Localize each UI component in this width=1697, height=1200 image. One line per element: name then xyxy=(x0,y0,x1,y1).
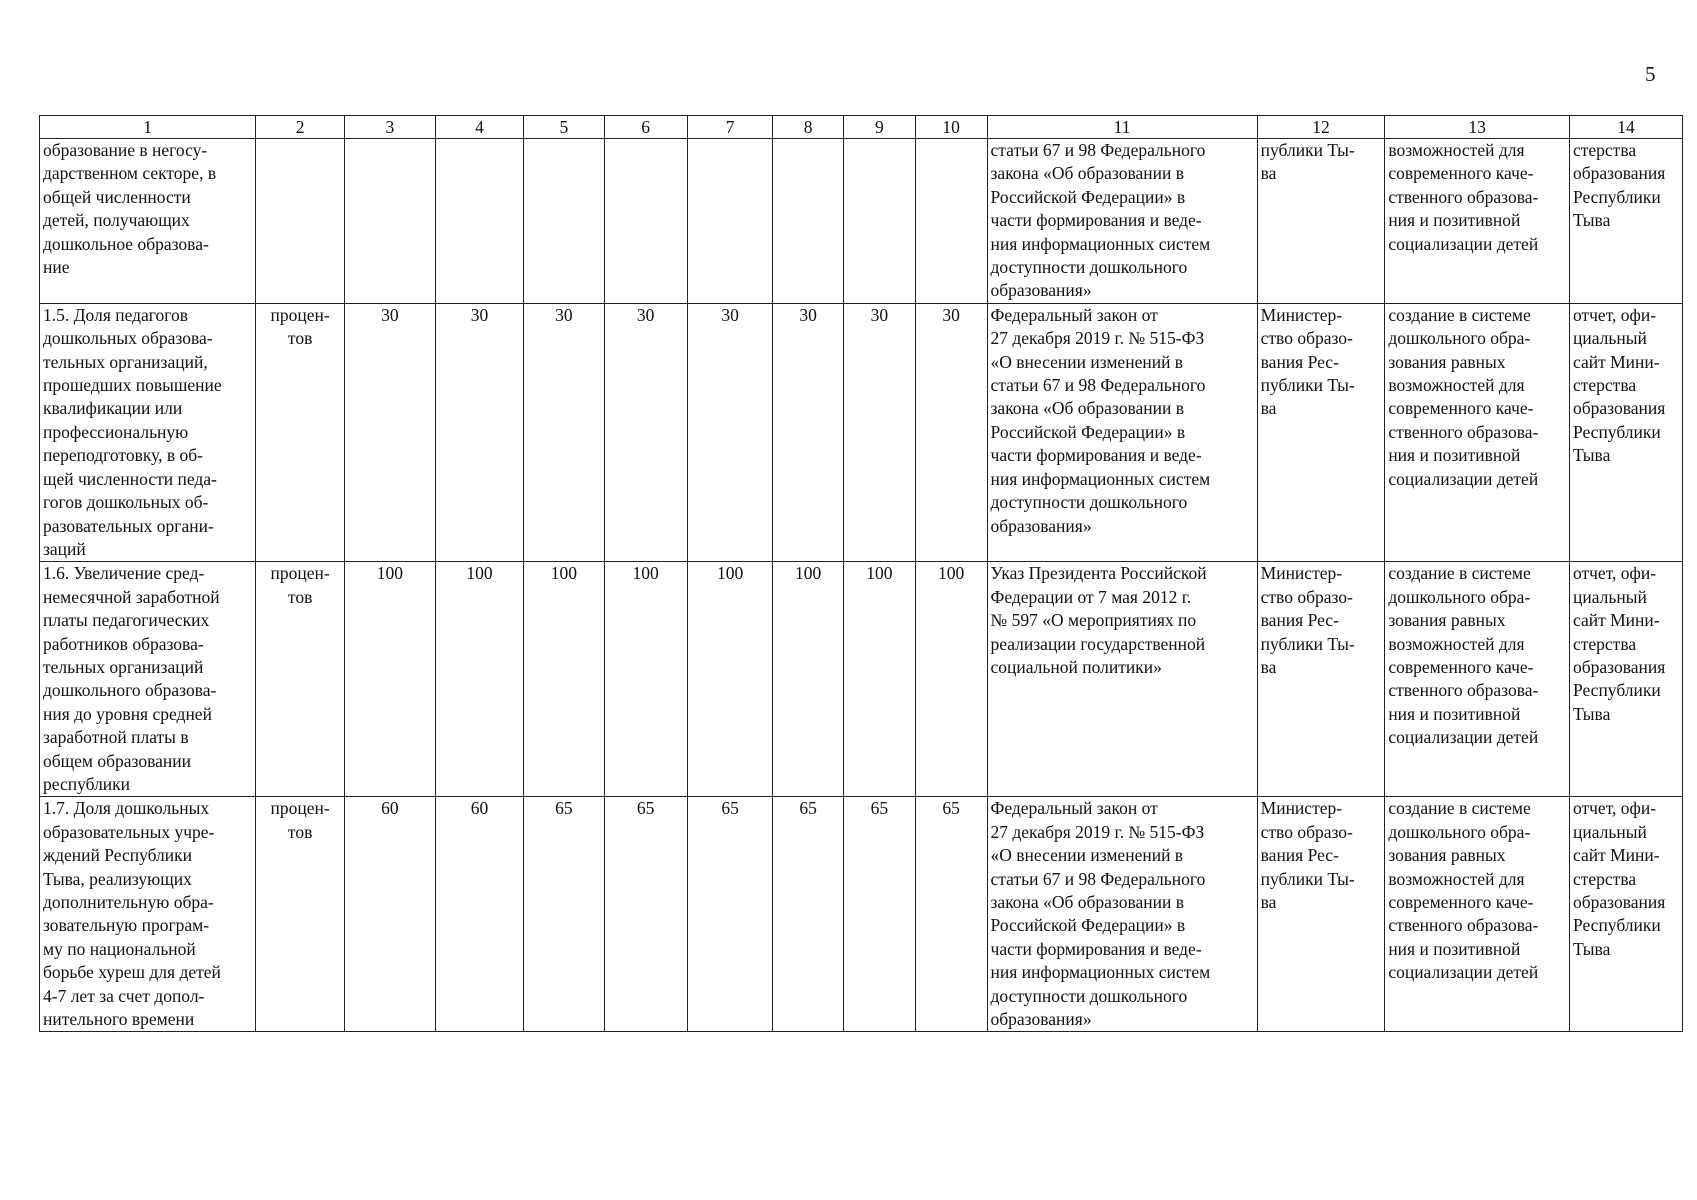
basis-cell: Федеральный закон от 27 декабря 2019 г. № 515-ФЗ «О внесении изменений в статьи 67 и 98 Федерального закона «Об образовании в Российской Федерации» в части формирования и веде- ния информационных систем доступности дошкольного образования» xyxy=(987,797,1257,1032)
responsible-cell: Министер- ство образо- вания Рес- публики Ты- ва xyxy=(1257,303,1385,561)
column-header: 10 xyxy=(915,116,987,139)
value-cell: 65 xyxy=(687,797,772,1032)
value-cell: 100 xyxy=(915,562,987,797)
value-cell: 65 xyxy=(524,797,604,1032)
column-header: 8 xyxy=(773,116,844,139)
table-row xyxy=(40,562,1683,797)
table-row xyxy=(40,303,1683,561)
page-number: 5 xyxy=(1645,62,1656,86)
responsible-cell: Министер- ство образо- вания Рес- публики Ты- ва xyxy=(1257,797,1385,1032)
column-header: 12 xyxy=(1257,116,1385,139)
value-cell: 65 xyxy=(915,797,987,1032)
column-header: 3 xyxy=(344,116,435,139)
value-cell xyxy=(915,139,987,304)
result-cell: создание в системе дошкольного обра- зования равных возможностей для современного каче- ственного образова- ния и позитивной социализации детей xyxy=(1385,797,1570,1032)
unit-cell: процен- тов xyxy=(256,303,345,561)
value-cell: 100 xyxy=(344,562,435,797)
unit-cell: процен- тов xyxy=(256,562,345,797)
column-header: 14 xyxy=(1569,116,1682,139)
value-cell: 30 xyxy=(524,303,604,561)
value-cell: 30 xyxy=(915,303,987,561)
value-cell: 100 xyxy=(524,562,604,797)
column-header: 1 xyxy=(40,116,256,139)
value-cell xyxy=(687,139,772,304)
value-cell: 30 xyxy=(844,303,916,561)
unit-cell xyxy=(256,139,345,304)
indicator-cell: 1.7. Доля дошкольных образовательных учре- ждений Республики Тыва, реализующих дополнительную обра- зовательную програм- му по национальной борьбе хуреш для детей 4-7 лет за счет допол- нительного времени xyxy=(40,797,256,1032)
column-header: 2 xyxy=(256,116,345,139)
unit-cell: процен- тов xyxy=(256,797,345,1032)
basis-cell: Федеральный закон от 27 декабря 2019 г. № 515-ФЗ «О внесении изменений в статьи 67 и 98 Федерального закона «Об образовании в Российской Федерации» в части формирования и веде- ния информационных систем доступности дошкольного образования» xyxy=(987,303,1257,561)
column-header: 7 xyxy=(687,116,772,139)
value-cell: 100 xyxy=(604,562,687,797)
basis-cell: статьи 67 и 98 Федерального закона «Об образовании в Российской Федерации» в части формирования и веде- ния информационных систем доступности дошкольного образования» xyxy=(987,139,1257,304)
value-cell xyxy=(435,139,524,304)
value-cell: 30 xyxy=(344,303,435,561)
indicator-cell: 1.6. Увеличение сред- немесячной заработной платы педагогических работников образова- тельных организаций дошкольного образова- ния до уровня средней заработной платы в общем образовании республики xyxy=(40,562,256,797)
column-header: 4 xyxy=(435,116,524,139)
table-header-row xyxy=(40,116,1683,139)
value-cell xyxy=(844,139,916,304)
indicators-table xyxy=(39,115,1683,1032)
value-cell: 30 xyxy=(435,303,524,561)
source-cell: отчет, офи- циальный сайт Мини- стерства образования Республики Тыва xyxy=(1569,303,1682,561)
column-header: 9 xyxy=(844,116,916,139)
value-cell: 60 xyxy=(344,797,435,1032)
source-cell: стерства образования Республики Тыва xyxy=(1569,139,1682,304)
value-cell: 30 xyxy=(687,303,772,561)
result-cell: создание в системе дошкольного обра- зования равных возможностей для современного каче- ственного образова- ния и позитивной социализации детей xyxy=(1385,303,1570,561)
value-cell: 60 xyxy=(435,797,524,1032)
column-header: 5 xyxy=(524,116,604,139)
value-cell xyxy=(524,139,604,304)
value-cell: 100 xyxy=(844,562,916,797)
indicator-cell: 1.5. Доля педагогов дошкольных образова- тельных организаций, прошедших повышение квалификации или профессиональную переподготовку, в об- щей численности педа- гогов дошкольных об- разовательных органи- заций xyxy=(40,303,256,561)
value-cell xyxy=(604,139,687,304)
column-header: 6 xyxy=(604,116,687,139)
value-cell: 100 xyxy=(773,562,844,797)
value-cell: 65 xyxy=(844,797,916,1032)
table-row xyxy=(40,139,1683,304)
value-cell xyxy=(773,139,844,304)
table-row xyxy=(40,797,1683,1032)
value-cell xyxy=(344,139,435,304)
responsible-cell: Министер- ство образо- вания Рес- публики Ты- ва xyxy=(1257,562,1385,797)
indicator-cell: образование в негосу- дарственном секторе, в общей численности детей, получающих дошкольное образова- ние xyxy=(40,139,256,304)
value-cell: 65 xyxy=(773,797,844,1032)
column-header: 13 xyxy=(1385,116,1570,139)
value-cell: 30 xyxy=(773,303,844,561)
value-cell: 100 xyxy=(687,562,772,797)
value-cell: 65 xyxy=(604,797,687,1032)
value-cell: 30 xyxy=(604,303,687,561)
basis-cell: Указ Президента Российской Федерации от 7 мая 2012 г. № 597 «О мероприятиях по реализации государственной социальной политики» xyxy=(987,562,1257,797)
value-cell: 100 xyxy=(435,562,524,797)
result-cell: возможностей для современного каче- ственного образова- ния и позитивной социализации детей xyxy=(1385,139,1570,304)
result-cell: создание в системе дошкольного обра- зования равных возможностей для современного каче- ственного образова- ния и позитивной социализации детей xyxy=(1385,562,1570,797)
source-cell: отчет, офи- циальный сайт Мини- стерства образования Республики Тыва xyxy=(1569,562,1682,797)
column-header: 11 xyxy=(987,116,1257,139)
responsible-cell: публики Ты- ва xyxy=(1257,139,1385,304)
source-cell: отчет, офи- циальный сайт Мини- стерства образования Республики Тыва xyxy=(1569,797,1682,1032)
